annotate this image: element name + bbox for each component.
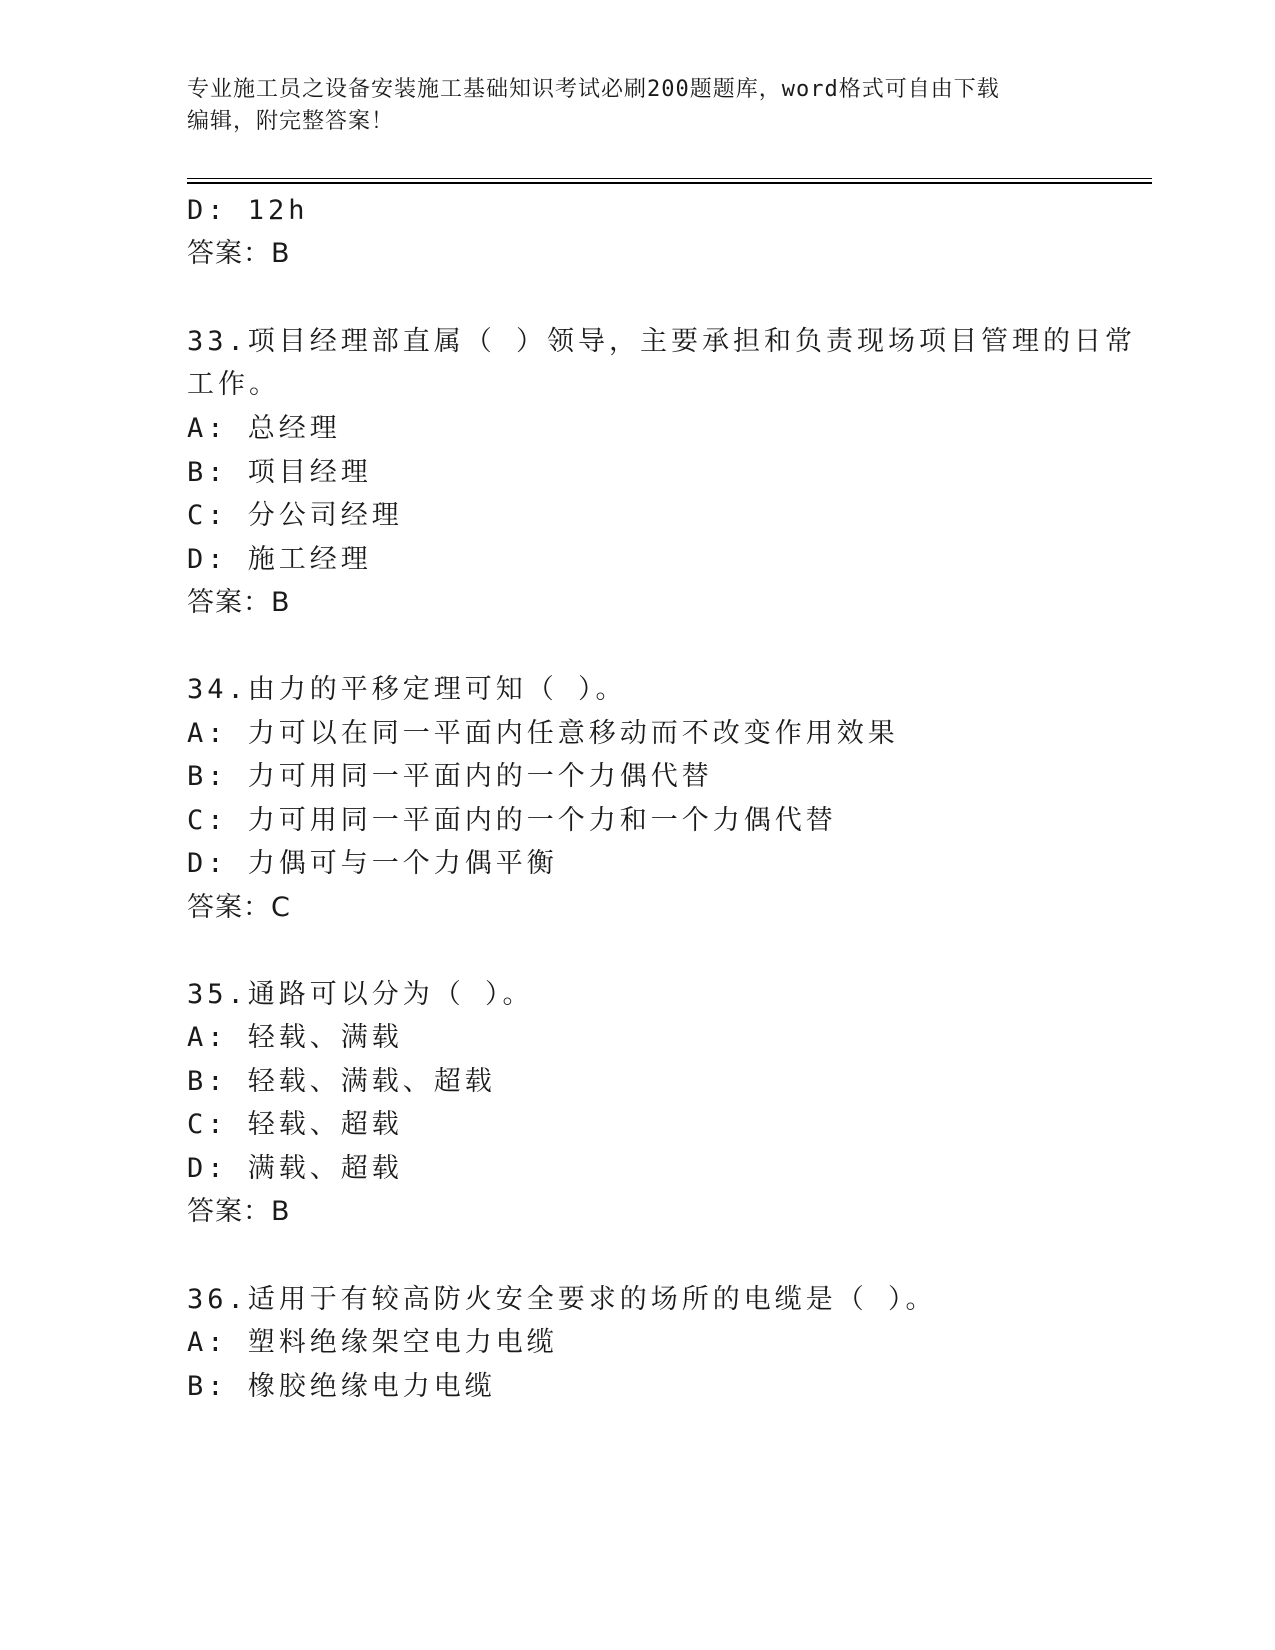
header-title-line-1: 专业施工员之设备安装施工基础知识考试必刷200题题库，word格式可自由下载 xyxy=(187,77,1000,102)
prev-option-d: D: 12h xyxy=(187,195,309,226)
question-33-option-d: D: 施工经理 xyxy=(187,544,372,575)
document-header xyxy=(187,74,1067,138)
question-35-option-c: C: 轻载、超载 xyxy=(187,1109,403,1140)
question-33-option-a: A: 总经理 xyxy=(187,413,341,444)
question-35-stem: 35.通路可以分为（ ）。 xyxy=(187,979,534,1010)
header-divider-thick xyxy=(187,182,1152,184)
question-34-option-c: C: 力可用同一平面内的一个力和一个力偶代替 xyxy=(187,805,837,836)
question-34-option-a: A: 力可以在同一平面内任意移动而不改变作用效果 xyxy=(187,718,899,749)
question-33-stem-line-2: 工作。 xyxy=(187,369,280,400)
question-36-option-b: B: 橡胶绝缘电力电缆 xyxy=(187,1371,496,1402)
header-title-line-2: 编辑，附完整答案！ xyxy=(187,109,395,134)
header-divider-thin xyxy=(187,178,1152,179)
question-35-option-d: D: 满载、超载 xyxy=(187,1153,403,1184)
question-33-option-b: B: 项目经理 xyxy=(187,457,372,488)
question-34-stem: 34.由力的平移定理可知（ ）。 xyxy=(187,674,627,705)
prev-answer: 答案：B xyxy=(187,238,291,269)
question-34-option-b: B: 力可用同一平面内的一个力偶代替 xyxy=(187,761,713,792)
question-33-option-c: C: 分公司经理 xyxy=(187,500,403,531)
question-36-option-a: A: 塑料绝缘架空电力电缆 xyxy=(187,1327,558,1358)
question-36-stem: 36.适用于有较高防火安全要求的场所的电缆是（ ）。 xyxy=(187,1284,937,1315)
question-35-answer: 答案：B xyxy=(187,1196,291,1227)
question-33-answer: 答案：B xyxy=(187,587,291,618)
question-35-option-a: A: 轻载、满载 xyxy=(187,1022,403,1053)
question-33-stem-line-1: 33.项目经理部直属（ ）领导，主要承担和负责现场项目管理的日常 xyxy=(187,326,1137,357)
question-34-answer: 答案：C xyxy=(187,892,291,923)
question-34-option-d: D: 力偶可与一个力偶平衡 xyxy=(187,848,558,879)
question-35-option-b: B: 轻载、满载、超载 xyxy=(187,1066,496,1097)
